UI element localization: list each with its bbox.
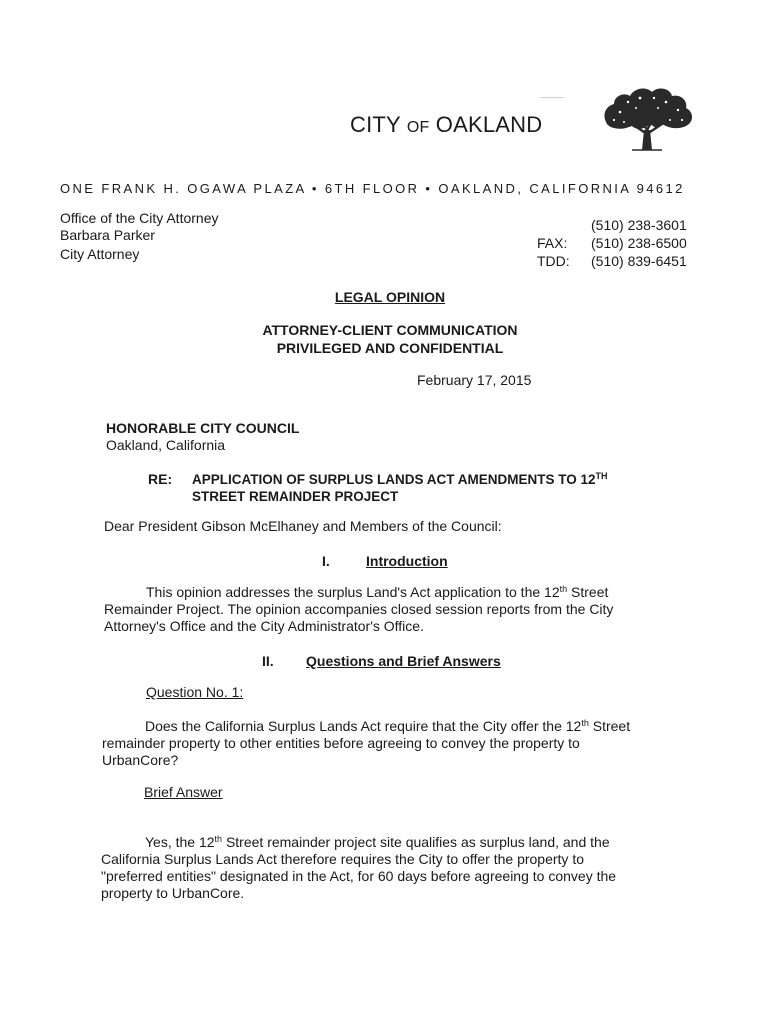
office-line: City Attorney <box>60 246 140 262</box>
addressee-location: Oakland, California <box>106 437 226 453</box>
city-address: ONE FRANK H. OGAWA PLAZA • 6TH FLOOR • OAKLAND, CALIFORNIA 94612 <box>60 181 685 196</box>
scan-mark <box>540 97 564 98</box>
addressee: HONORABLE CITY COUNCIL <box>106 420 300 436</box>
office-block <box>60 210 218 263</box>
answer-heading: Brief Answer <box>144 784 223 800</box>
salutation: Dear President Gibson McElhaney and Members of the Council: <box>104 518 502 534</box>
document-date: February 17, 2015 <box>417 372 532 388</box>
re-subject: APPLICATION OF SURPLUS LANDS ACT AMENDMENTS TO 12TH STREET REMAINDER PROJECT <box>192 471 608 504</box>
city-title: CITY OF OAKLAND <box>350 112 543 137</box>
question-heading: Question No. 1: <box>146 684 244 700</box>
oak-tree-icon <box>598 84 696 154</box>
addressee-block <box>106 420 299 454</box>
section-heading: I. Introduction <box>322 553 448 569</box>
phone-row: (510) 238-3601 <box>591 217 687 233</box>
intro-paragraph: This opinion addresses the surplus Land's Act application to the 12th Street Remainder Project. The opinion accompanies closed session reports from the City Attorney's Office and the City Administrator's Office. <box>104 584 614 634</box>
section-heading: II. Questions and Brief Answers <box>262 653 501 669</box>
privilege-line: PRIVILEGED AND CONFIDENTIAL <box>276 340 504 356</box>
fax-row: FAX: (510) 238-6500 <box>537 235 687 251</box>
office-line: Office of the City Attorney <box>60 210 219 226</box>
contact-block <box>537 216 687 270</box>
re-label: RE: <box>148 471 173 487</box>
answer-paragraph: Yes, the 12th Street remainder project site qualifies as surplus land, and the California Surplus Lands Act therefore requires the City to offer the property to "preferred entities" designated in the Act, for 60 days before agreeing to convey the property to UrbanCore. <box>101 834 617 901</box>
privilege-line: ATTORNEY-CLIENT COMMUNICATION <box>262 322 518 338</box>
question-paragraph: Does the California Surplus Lands Act require that the City offer the 12th Street remainder property to other entities before agreeing to convey the property to UrbanCore? <box>102 718 631 768</box>
office-line: Barbara Parker <box>60 227 155 243</box>
tdd-row: TDD: (510) 839-6451 <box>537 253 687 269</box>
document-heading: LEGAL OPINION <box>334 289 446 305</box>
